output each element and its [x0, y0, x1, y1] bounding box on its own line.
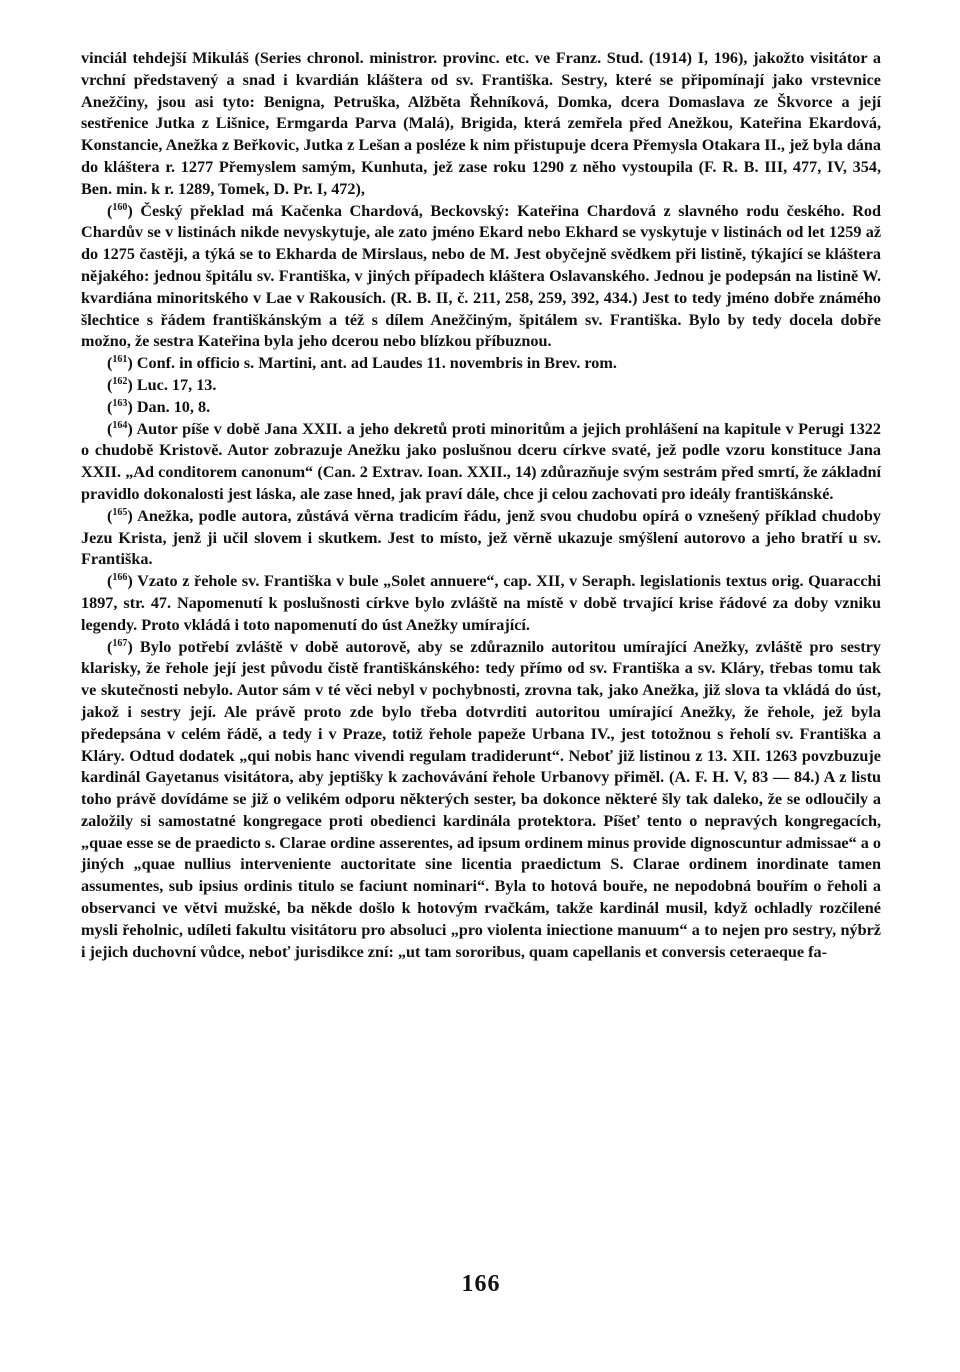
- footnote-number: 164: [112, 419, 128, 431]
- footnote-text: Autor píše v době Jana XXII. a jeho dekretů proti minoritům a jejich prohlášení na kapitule v Perugi 1322 o chudobě Kristově. Autor zobrazuje Anežku jako poslušnou dceru církve svaté, jež podle vzoru konstituce Jana XXII. „Ad conditorem canonum“ (Can. 2 Extrav. Ioan. XXII., 14) zdůrazňuje svým sestrám před smrtí, že základní pravidlo dokonalosti jest láska, ale zase hned, jak praví dále, chce ji celou zachovati pro ideály františkánské.: [81, 419, 881, 503]
- footnote-text: Conf. in officio s. Martini, ant. ad Laudes 11. novembris in Brev. rom.: [136, 354, 617, 373]
- footnote-number: 166: [112, 572, 128, 584]
- footnote-number: 167: [112, 637, 128, 649]
- continuation-paragraph: vinciál tehdejší Mikuláš (Series chronol. ministror. provinc. etc. ve Franz. Stud. (1914) I, 196), jakožto visitátor a vrchní představený a snad i kvardián kláštera od sv. Františka. Sestry, které se připomínají jako vrstevnice Anežčiny, jsou asi tyto: Benigna, Petruška, Alžběta Řehníková, Domka, dcera Domaslava ze Škvorce a její sestřenice Jutka z Lišnice, Ermgarda Parva (Malá), Brigida, která zemřela před Anežkou, Kateřina Ekardová, Konstancie, Anežka z Beřkovic, Jutka z Lešan a posléze k nim přistupuje dcera Přemysla Otakara II., jež byla dána do kláštera r. 1277 Přemyslem samým, Kunhuta, jež zase roku 1290 z něho vystoupila (F. R. B. III, 477, IV, 354, Ben. min. k r. 1289, Tomek, D. Pr. I, 472),: [81, 49, 881, 198]
- footnote-161: ($^{161}$) Conf. in officio s. Martini, ant. ad Laudes 11. novembris in Brev. rom.: [107, 354, 617, 373]
- footnote-160: ($^{160}$) Český překlad má Kačenka Chardová, Beckovský: Kateřina Chardová z slavného rodu českého. Rod Chardův se v listinách nikde nevyskytuje, ale zato jméno Ekard nebo Ekhard se vyskytuje v listinách od let 1259 až do 1275 častěji, a týká se to Ekharda de Mirslaus, nebo de M. Jest obyčejně svědkem při listině, týkající se kláštera nějakého: jednou špitálu sv. Františka, v jiných případech kláštera Oslavanského. Jednou je podepsán na listině W. kvardiána minoritského v Lae v Rakousích. (R. B. II, č. 211, 258, 259, 392, 434.) Jest to tedy jméno dobře známého šlechtice s řádem františkánským a též s dílem Anežčiným, špitálem sv. Františka. Bylo by tedy docela dobře možno, že sestra Kateřina byla jeho dcerou nebo blízkou příbuznou.: [81, 201, 881, 351]
- footnote-163: ($^{163}$) Dan. 10, 8.: [107, 397, 211, 416]
- footnote-text: Luc. 17, 13.: [136, 375, 217, 394]
- footnote-text: Bylo potřebí zvláště v době autorově, aby se zdůraznilo autoritou umírající Anežky, zvláště pro sestry klarisky, že řehole její jest původu čistě františkánského: tedy přímo od sv. Františka a sv. Kláry, třebas tomu tak ve skutečnosti nebylo. Autor sám v té věci nebyl v pochybnosti, zrovna tak, jako Anežka, již slova ta vkládá do úst, jakož i sestry její. Ale právě proto zde bylo třeba dotvrditi autoritou umírající Anežky, že řehole, jež byla předepsána v celém řádě, a tedy i v Praze, totiž řehole papeže Urbana IV., jest totožnou s řeholí sv. Františka a Kláry. Odtud dodatek „qui nobis hanc vivendi regulam tradiderunt“. Neboť již listinou z 13. XII. 1263 povzbuzuje kardinál Gayetanus visitátora, aby jeptišky k zachovávání řehole Urbanovy přiměl. (A. F. H. V, 83 — 84.) A z listu toho právě dovídáme se již o velikém odporu některých sester, ba dokonce některé šly tak daleko, že se odloučily a založily si samostatné kongregace proti obedienci kardinála protektora. Píšeť tento o nepravých kongregacích, „quae esse se de praedicto s. Clarae ordine asserentes, ad ipsum ordinem minus provide dignoscuntur admissae“ a o jiných „quae nullius interveniente auctoritate sine licentia praedictum S. Clarae ordinem inordinate tamen assumentes, sub ipsius ordinis titulo se faciunt nominari“. Byla to hotová bouře, ne nepodobná bouřím o řeholi a observanci ve větvi mužské, ba někde došlo k hotovým rvačkám, takže kardinál musil, když ochladly rozčilené mysli řeholnic, udíleti fakultu visitátoru pro absoluci „pro violenta iniectione manuum“ a to nejen pro sestry, nýbrž i jejich duchovní vůdce, neboť jurisdikce zní: „ut tam sororibus, quam capellanis et conversis ceteraeque fa-: [81, 637, 881, 961]
- footnote-text: Český překlad má Kačenka Chardová, Beckovský: Kateřina Chardová z slavného rodu českého. Rod Chardův se v listinách nikde nevyskytuje, ale zato jméno Ekard nebo Ekhard se vyskytuje v listinách od let 1259 až do 1275 častěji, a týká se to Ekharda de Mirslaus, nebo de M. Jest obyčejně svědkem při listině, týkající se kláštera nějakého: jednou špitálu sv. Františka, v jiných případech kláštera Oslavanského. Jednou je podepsán na listině W. kvardiána minoritského v Lae v Rakousích. (R. B. II, č. 211, 258, 259, 392, 434.) Jest to tedy jméno dobře známého šlechtice s řádem františkánským a též s dílem Anežčiným, špitálem sv. Františka. Bylo by tedy docela dobře možno, že sestra Kateřina byla jeho dcerou nebo blízkou příbuznou.: [81, 201, 881, 351]
- footnote-number: 165: [112, 506, 128, 518]
- footnote-167: ($^{167}$) Bylo potřebí zvláště v době autorově, aby se zdůraznilo autoritou umírající Anežky, zvláště pro sestry klarisky, že řehole její jest původu čistě františkánského: tedy přímo od sv. Františka a sv. Kláry, třebas tomu tak ve skutečnosti nebylo. Autor sám v té věci nebyl v pochybnosti, zrovna tak, jako Anežka, již slova ta vkládá do úst, jakož i sestry její. Ale právě proto zde bylo třeba dotvrditi autoritou umírající Anežky, že řehole, jež byla předepsána v celém řádě, a tedy i v Praze, totiž řehole papeže Urbana IV., jest totožnou s řeholí sv. Františka a Kláry. Odtud dodatek „qui nobis hanc vivendi regulam tradiderunt“. Neboť již listinou z 13. XII. 1263 povzbuzuje kardinál Gayetanus visitátora, aby jeptišky k zachovávání řehole Urbanovy přiměl. (A. F. H. V, 83 — 84.) A z listu toho právě dovídáme se již o velikém odporu některých sester, ba dokonce některé šly tak daleko, že se odloučily a založily si samostatné kongregace proti obedienci kardinála protektora. Píšeť tento o nepravých kongregacích, „quae esse se de praedicto s. Clarae ordine asserentes, ad ipsum ordinem minus provide dignoscuntur admissae“ a o jiných „quae nullius interveniente auctoritate sine licentia praedictum S. Clarae ordinem inordinate tamen assumentes, sub ipsius ordinis titulo se faciunt nominari“. Byla to hotová bouře, ne nepodobná bouřím o řeholi a observanci ve větvi mužské, ba někde došlo k hotovým rvačkám, takže kardinál musil, když ochladly rozčilené mysli řeholnic, udíleti fakultu visitátoru pro absoluci „pro violenta iniectione manuum“ a to nejen pro sestry, nýbrž i jejich duchovní vůdce, neboť jurisdikce zní: „ut tam sororibus, quam capellanis et conversis ceteraeque fa-: [81, 637, 881, 961]
- footnote-164: ($^{164}$) Autor píše v době Jana XXII. a jeho dekretů proti minoritům a jejich prohlášení na kapitule v Perugi 1322 o chudobě Kristově. Autor zobrazuje Anežku jako poslušnou dceru církve svaté, jež podle vzoru konstituce Jana XXII. „Ad conditorem canonum“ (Can. 2 Extrav. Ioan. XXII., 14) zdůrazňuje svým sestrám před smrtí, že základní pravidlo dokonalosti jest láska, ale zase hned, jak praví dále, chce ji celou zachovati pro ideály františkánské.: [81, 419, 881, 503]
- footnote-text: Anežka, podle autora, zůstává věrna tradicím řádu, jenž svou chudobu opírá o vznešený příklad chudoby Jezu Krista, jenž ji učil slovem i skutkem. Jest to místo, jež věrně ukazuje smýšlení autorovo a jeho bratří u sv. Františka.: [81, 506, 881, 569]
- footnote-166: ($^{166}$) Vzato z řehole sv. Františka v bule „Solet annuere“, cap. XII, v Seraph. legislationis textus orig. Quaracchi 1897, str. 47. Napomenutí k poslušnosti církve bylo zvláště na místě v době trvající krise řádové za doby vzniku legendy. Proto vkládá i toto napomenutí do úst Anežky umírající.: [81, 572, 882, 634]
- footnote-162: ($^{162}$) Luc. 17, 13.: [107, 375, 217, 394]
- footnote-number: 160: [112, 201, 128, 213]
- footnotes: [81, 201, 881, 964]
- footnote-number: 162: [112, 375, 128, 387]
- footnote-number: 161: [112, 354, 128, 366]
- footnote-165: ($^{165}$) Anežka, podle autora, zůstává věrna tradicím řádu, jenž svou chudobu opírá o vznešený příklad chudoby Jezu Krista, jenž ji učil slovem i skutkem. Jest to místo, jež věrně ukazuje smýšlení autorovo a jeho bratří u sv. Františka.: [81, 506, 881, 569]
- footnote-number: 163: [112, 397, 128, 409]
- book-page: [81, 48, 881, 1338]
- page-number: 166: [461, 1271, 501, 1297]
- footnote-text: Dan. 10, 8.: [136, 397, 211, 416]
- footnote-text: Vzato z řehole sv. Františka v bule „Solet annuere“, cap. XII, v Seraph. legislationis textus orig. Quaracchi 1897, str. 47. Napomenutí k poslušnosti církve bylo zvláště na místě v době trvající krise řádové za doby vzniku legendy. Proto vkládá i toto napomenutí do úst Anežky umírající.: [81, 572, 882, 634]
